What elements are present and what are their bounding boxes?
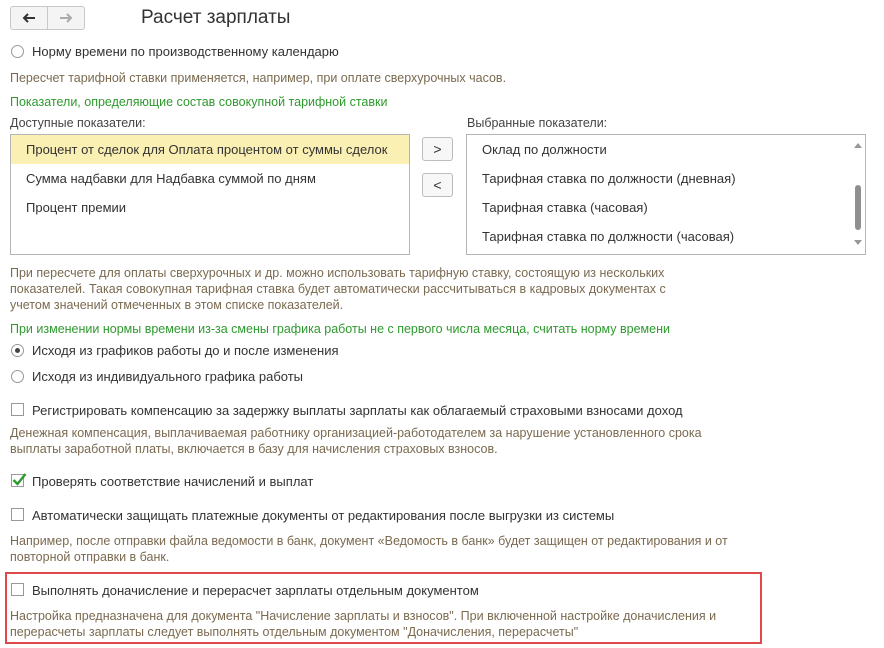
hint-line: повторной отправки в банк. <box>10 550 170 564</box>
indicators-hint <box>10 265 666 313</box>
scroll-up-icon[interactable] <box>854 142 862 148</box>
hint-line: Например, после отправки файла ведомости в банк, документ «Ведомость в банк» будет защищен от редактирования и от <box>10 534 728 548</box>
selected-list[interactable] <box>466 134 866 255</box>
hint-line: Настройка предназначена для документа "Начисление зарплаты и взносов". При включенной настройке доначисления и <box>10 609 717 623</box>
hint-line: перерасчеты зарплаты следует выполнять отдельным документом "Доначисления, перерасчеты" <box>10 625 579 639</box>
remove-indicator-button[interactable]: < <box>422 173 453 197</box>
arrow-right-icon <box>59 13 73 23</box>
protect-docs-hint <box>10 533 728 565</box>
compensation-hint <box>10 425 702 457</box>
protect-docs-label: Автоматически защищать платежные документы от редактирования после выгрузки из системы <box>32 508 615 523</box>
hint-line: выплаты заработной платы, включается в базу для начисления страховых взносов. <box>10 442 498 456</box>
available-item[interactable]: Процент от сделок для Оплата процентом от суммы сделок <box>11 135 409 164</box>
add-indicator-button[interactable]: > <box>422 137 453 161</box>
schedule-option1-label: Исходя из графиков работы до и после изменения <box>32 343 339 358</box>
nav-buttons <box>10 6 85 30</box>
check-payments-label: Проверять соответствие начислений и выплат <box>32 474 314 489</box>
checkmark-icon <box>12 473 27 486</box>
separate-doc-label: Выполнять доначисление и перерасчет зарплаты отдельным документом <box>32 583 479 598</box>
available-caption: Доступные показатели: <box>10 116 146 130</box>
available-item[interactable]: Сумма надбавки для Надбавка суммой по дням <box>26 171 316 186</box>
schedule-heading: При изменении нормы времени из-за смены графика работы не с первого числа месяца, считать норму времени <box>10 322 670 336</box>
available-item[interactable]: Процент премии <box>26 200 127 215</box>
hint-line: показателей. Такая совокупная тарифная ставка будет автоматически рассчитываться в кадровых документах с <box>10 282 666 296</box>
hint-line: Денежная компенсация, выплачиваемая работнику организацией-работодателем за нарушение установленного срока <box>10 426 702 440</box>
compensation-checkbox[interactable] <box>11 403 24 416</box>
hint-line: При пересчете для оплаты сверхурочных и др. можно использовать тарифную ставку, состоящую из нескольких <box>10 266 665 280</box>
schedule-option2-label: Исходя из индивидуального графика работы <box>32 369 304 384</box>
forward-button[interactable] <box>47 7 84 29</box>
separate-doc-hint <box>10 608 716 640</box>
arrow-left-icon <box>22 13 36 23</box>
back-button[interactable] <box>11 7 47 29</box>
scroll-down-icon[interactable] <box>854 240 862 246</box>
indicators-heading: Показатели, определяющие состав совокупной тарифной ставки <box>10 95 388 109</box>
hint-line: учетом значений отмеченных в этом списке показателей. <box>10 298 344 312</box>
protect-docs-checkbox[interactable] <box>11 508 24 521</box>
available-list[interactable] <box>10 134 410 255</box>
selected-item[interactable]: Тарифная ставка по должности (часовая) <box>482 229 735 244</box>
selected-list-scrollbar[interactable] <box>851 135 865 254</box>
selected-item[interactable]: Оклад по должности <box>482 142 607 157</box>
separate-doc-checkbox[interactable] <box>11 583 24 596</box>
page-title: Расчет зарплаты <box>141 7 291 28</box>
norm-calendar-radio[interactable] <box>11 45 24 58</box>
selected-item[interactable]: Тарифная ставка (часовая) <box>482 200 648 215</box>
schedule-option2-radio[interactable] <box>11 370 24 383</box>
compensation-label: Регистрировать компенсацию за задержку выплаты зарплаты как облагаемый страховыми взносами доход <box>32 403 683 418</box>
selected-caption: Выбранные показатели: <box>467 116 608 130</box>
rate-hint: Пересчет тарифной ставки применяется, например, при оплате сверхурочных часов. <box>10 71 507 85</box>
selected-item[interactable]: Тарифная ставка по должности (дневная) <box>482 171 736 186</box>
scroll-thumb[interactable] <box>855 185 861 230</box>
norm-calendar-label: Норму времени по производственному календарю <box>32 44 339 59</box>
check-payments-checkbox[interactable] <box>11 474 24 487</box>
schedule-option1-radio[interactable] <box>11 344 24 357</box>
